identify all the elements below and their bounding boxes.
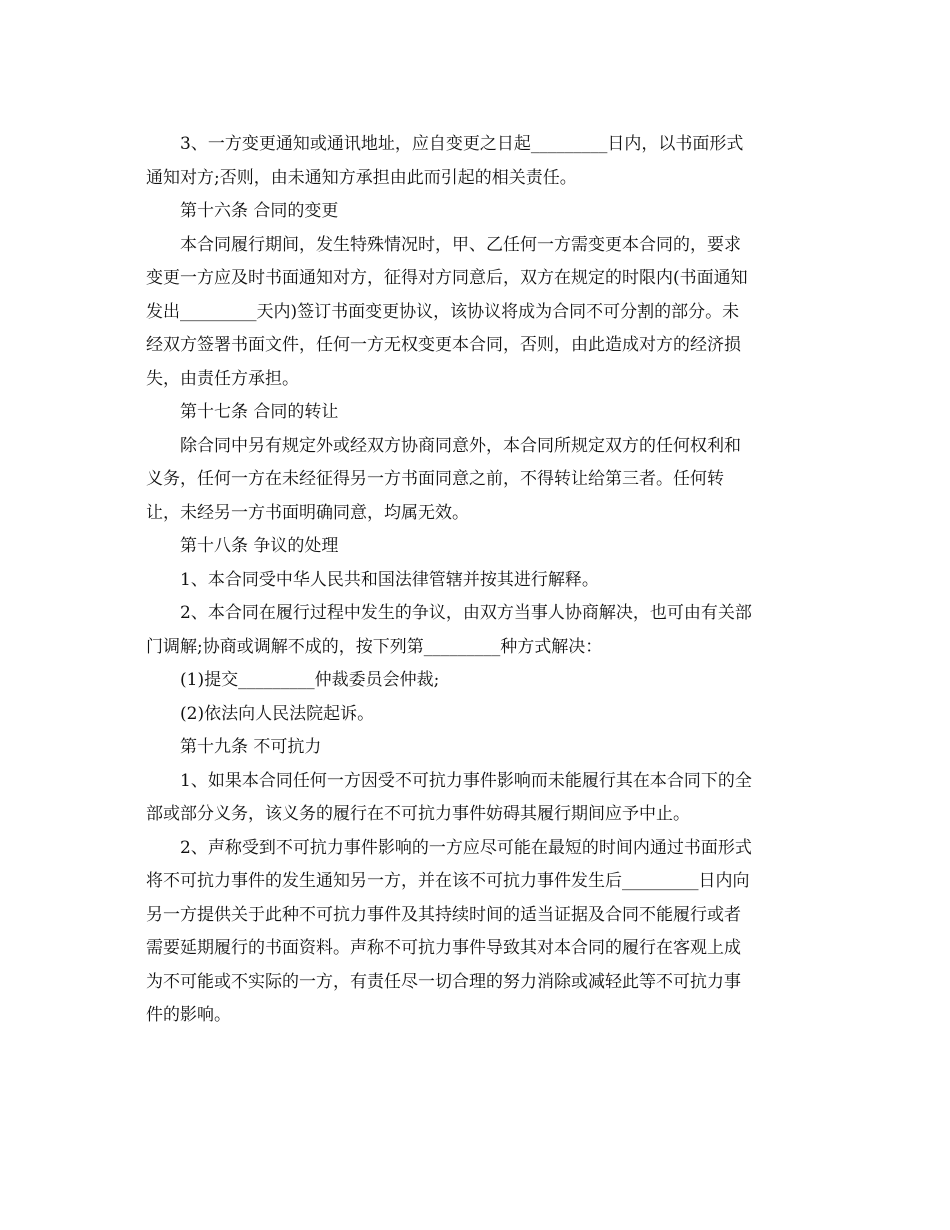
text-line: 义务，任何一方在未经征得另一方书面同意之前，不得转让给第三者。任何转	[146, 469, 724, 489]
text-line: 通知对方;否则，由未通知方承担由此而引起的相关责任。	[146, 167, 577, 188]
paragraph-force-majeure-1	[146, 765, 810, 832]
paragraph-address-change	[146, 128, 810, 195]
text-line: 发出_________天内)签订书面变更协议，该协议将成为合同不可分割的部分。未	[146, 301, 740, 322]
paragraph-dispute-resolution	[146, 597, 810, 664]
heading-article-18: 第十八条 争议的处理	[180, 536, 339, 556]
text-line: 另一方提供关于此种不可抗力事件及其持续时间的适当证据及合同不能履行或者	[146, 904, 741, 925]
text-line: 2、声称受到不可抗力事件影响的一方应尽可能在最短的时间内通过书面形式	[180, 837, 752, 858]
text-line: 本合同履行期间，发生特殊情况时，甲、乙任何一方需变更本合同的，要求	[180, 234, 741, 255]
text-line: 1、如果本合同任何一方因受不可抗力事件影响而未能履行其在本合同下的全	[180, 770, 752, 791]
document-body	[146, 128, 810, 1033]
paragraph-litigation-option	[146, 698, 810, 732]
text-line: 为不可能或不实际的一方，有责任尽一切合理的努力消除或减轻此等不可抗力事	[146, 971, 741, 992]
text-line: 让，未经另一方书面明确同意，均属无效。	[146, 502, 469, 523]
paragraph-arbitration-option	[146, 664, 810, 698]
paragraph-force-majeure-2	[146, 832, 810, 1033]
text-line: 1、本合同受中华人民共和国法律管辖并按其进行解释。	[180, 569, 599, 590]
text-line: (2)依法向人民法院起诉。	[180, 703, 375, 724]
text-line: 失，由责任方承担。	[146, 368, 299, 389]
text-line: 3、一方变更通知或通讯地址，应自变更之日起_________日内，以书面形式	[180, 134, 744, 154]
text-line: 经双方签署书面文件，任何一方无权变更本合同，否则，由此造成对方的经济损	[146, 335, 741, 355]
text-line: 门调解;协商或调解不成的，按下列第_________种方式解决：	[146, 636, 603, 657]
text-line: 2、本合同在履行过程中发生的争议，由双方当事人协商解决，也可由有关部	[180, 603, 752, 623]
paragraph-contract-transfer	[146, 430, 810, 531]
text-line: 需要延期履行的书面资料。声称不可抗力事件导致其对本合同的履行在客观上成	[146, 938, 741, 958]
paragraph-contract-change	[146, 229, 810, 397]
text-line: 件的影响。	[146, 1005, 231, 1025]
heading-article-16: 第十六条 合同的变更	[180, 201, 339, 221]
text-line: 部或部分义务，该义务的履行在不可抗力事件妨碍其履行期间应予中止。	[146, 804, 690, 824]
heading-article-19: 第十九条 不可抗力	[180, 737, 322, 757]
text-line: 变更一方应及时书面通知对方，征得对方同意后，双方在规定的时限内(书面通知	[146, 268, 748, 288]
heading-article-17: 第十七条 合同的转让	[180, 402, 339, 422]
paragraph-governing-law	[146, 564, 810, 598]
text-line: 将不可抗力事件的发生通知另一方，并在该不可抗力事件发生后_________日内向	[146, 871, 750, 891]
text-line: (1)提交_________仲裁委员会仲裁;	[180, 670, 440, 690]
text-line: 除合同中另有规定外或经双方协商同意外，本合同所规定双方的任何权利和	[180, 435, 741, 456]
